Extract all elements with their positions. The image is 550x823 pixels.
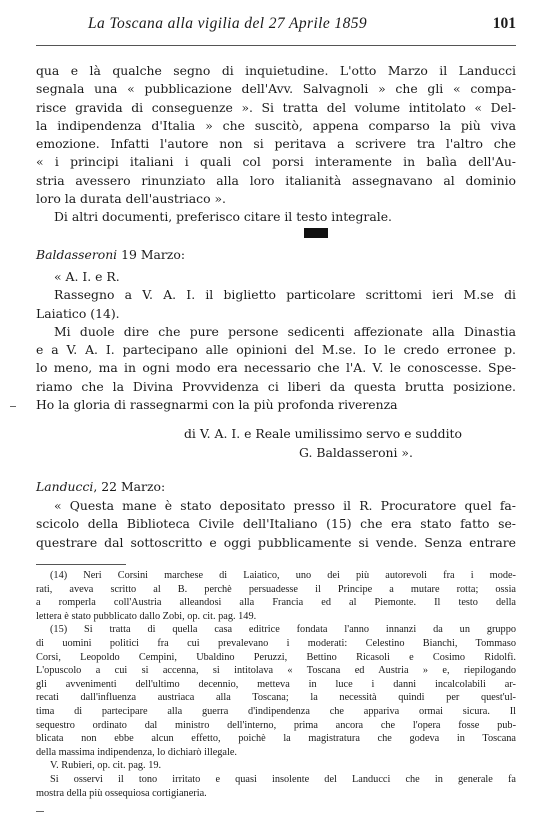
text-line: stria avessero rinunziato alla loro italianità assegnavano al dominio (36, 172, 516, 188)
text-line: risce gravida di conseguenze ». Si tratta del volume intitolato « Del- (36, 99, 516, 115)
running-title: La Toscana alla vigilia del 27 Aprile 1859 (88, 15, 368, 32)
text-line: emozione. Infatti l'autore non si peritava a scrivere tra l'altro che (36, 136, 516, 152)
margin-mark (10, 406, 16, 407)
footnote-line: (15) Si tratta di quella casa editrice fondata l'anno innanzi da un gruppo (50, 624, 516, 636)
footnote-line: lettera è stato pubblicato dallo Zobi, op. cit. pag. 149. (36, 610, 257, 622)
footnote-line: gli avvenimenti dell'ultimo decennio, metteva in luce i danni incalcolabili ar- (36, 678, 516, 690)
text-line: Laiatico (14). (36, 305, 120, 321)
header-rule (36, 45, 516, 46)
footnote-line: della massima indipendenza, lo dichiarò illegale. (36, 746, 238, 758)
footnote-line: Si osservi il tono irritato e quasi insolente del Landucci che in generale fa (50, 773, 516, 785)
text-line: la indipendenza d'Italia » che suscitò, appena comparso la più viva (36, 117, 516, 133)
heading-date: 19 Marzo (121, 247, 181, 262)
footnote-line: tima di partecipare alla guerra d'indipendenza che appariva ormai sicura. Il (36, 705, 516, 717)
heading-date: , 22 Marzo (93, 479, 161, 494)
footnote-line: blicata non ebbe alcun effetto, poichè la magistratura che godeva in Toscana (36, 733, 516, 745)
section-heading-landucci: Landucci, 22 Marzo: (36, 479, 166, 494)
text-line: segnala una « pubblicazione dell'Avv. Salvagnoli » che gli « compa- (36, 81, 516, 97)
footnote-line: rati, aveva scritto al B. perchè persuadesse il Principe a mutare rotta; ossia (36, 583, 516, 595)
footnote-line: Corsi, Leopoldo Cempini, Ubaldino Peruzzi, Bettino Ricasoli e Cosimo Ridolfi. (36, 651, 516, 663)
text-line: scicolo della Biblioteca Civile dell'Italiano (15) che era stato fatto se- (36, 516, 516, 532)
landucci-quote (36, 497, 516, 552)
heading-name: Baldasseroni (36, 247, 118, 262)
footnote-line: recati dall'influenza austriaca alla Toscana; la necessità quindi per quest'ul- (36, 692, 516, 704)
section-heading-baldasseroni: Baldasseroni 19 Marzo: (36, 247, 185, 262)
text-line: « Questa mane è stato depositato presso il R. Procuratore quel fa- (54, 498, 516, 513)
footnote-line: V. Rubieri, op. cit. pag. 19. (50, 760, 162, 772)
footnote-line: di uomini politici fra cui prevalevano i moderati: Celestino Bianchi, Tommaso (36, 637, 516, 649)
text-line: « A. I. e R. (54, 269, 120, 284)
text-line: Mi duole dire che pure persone sedicenti affezionate alla Dinastia (54, 323, 516, 339)
running-head (36, 14, 516, 36)
text-line: e a V. A. I. partecipano alle opinioni del M.se. Io le credo erronee p. (36, 342, 516, 358)
text-line: qua e là qualche segno di inquietudine. L'otto Marzo il Landucci (36, 63, 516, 78)
intro-paragraph (36, 62, 516, 227)
footnote-rule (36, 564, 126, 565)
footnote-line: mostra della più ossequiosa cortigianeria. (36, 787, 207, 799)
signoff-line: di V. A. I. e Reale umilissimo servo e suddito (184, 426, 462, 441)
footnote-line: a romperla coll'Austria alleandosi alla Francia ed al Piemonte. Il testo della (36, 597, 516, 609)
text-line: lo meno, ma in ogni modo era necessario che l'A. V. le conoscesse. Spe- (36, 360, 516, 376)
text-line: Ho la gloria di rassegnarmi con la più profonda riverenza (36, 397, 398, 413)
text-line: riamo che la Divina Provvidenza ci liberi da questa brutta posizione. (36, 378, 516, 394)
footnote-line: (14) Neri Corsini marchese di Laiatico, uno dei più autorevoli fra i mode- (50, 570, 516, 581)
signoff-signature: G. Baldasseroni ». (299, 445, 413, 460)
ink-blot (304, 228, 328, 238)
heading-name: Landucci (36, 479, 94, 494)
baldasseroni-letter (36, 268, 516, 414)
text-line: loro la durata dell'austriaco ». (36, 191, 226, 207)
page-number: 101 (492, 15, 516, 32)
text-line: Rassegno a V. A. I. il biglietto particolare scrittomi ieri M.se di (54, 287, 516, 303)
text-line: Di altri documenti, preferisco citare il testo integrale. (54, 209, 392, 225)
text-line: « i principi italiani i quali col porsi interamente in balìa dell'Au- (36, 154, 516, 170)
footnotes (36, 569, 516, 800)
margin-mark (36, 811, 44, 812)
footnote-line: sequestro ordinato dal ministro dell'interno, prima ancora che l'opera fosse pub- (36, 719, 516, 731)
footnote-line: L'opuscolo a cui si accenna, si intitolava « Toscana ed Austria » e, riepilogando (36, 665, 516, 677)
text-line: questrare dal sottoscritto e oggi pubblicamente si vende. Senza entrare (36, 534, 516, 550)
